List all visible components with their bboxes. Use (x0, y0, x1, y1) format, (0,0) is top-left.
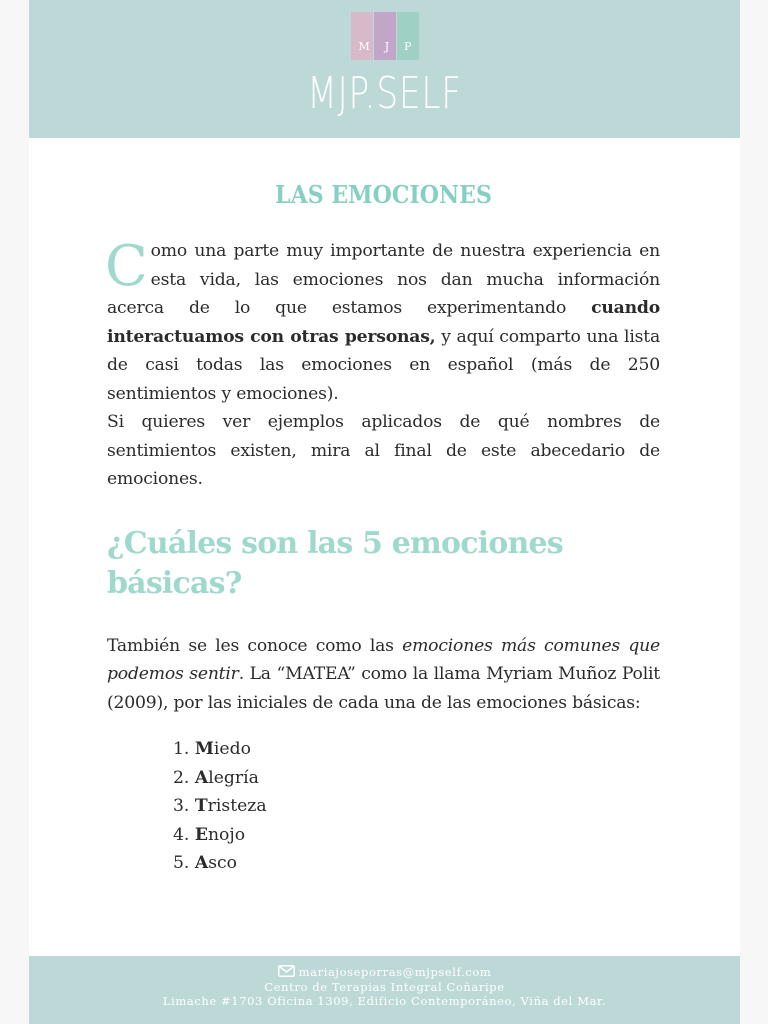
logo-letter: J (384, 40, 390, 53)
list-item (173, 735, 660, 764)
drop-cap: C (105, 234, 148, 299)
list-initial: E (194, 824, 208, 845)
page-title: LAS EMOCIONES (275, 180, 492, 209)
footer-center: Centro de Terapias Integral Coñaripe (264, 979, 505, 994)
header-banner (29, 0, 740, 138)
list-rest: iedo (213, 739, 251, 759)
list-rest: nojo (207, 824, 246, 845)
intro-paragraph (105, 234, 660, 408)
section-paragraph (107, 632, 660, 718)
intro-bold: cuando interactuamos con otras personas, (107, 298, 660, 347)
document-page (29, 0, 740, 1024)
list-initial: M (194, 739, 214, 759)
main-content (107, 180, 660, 878)
list-number: 5. (173, 853, 190, 873)
list-item (173, 764, 660, 793)
list-initial: A (194, 853, 209, 873)
brand-name: MJP.SELF (307, 68, 462, 119)
intro-text-1: omo una parte muy importante de nuestra experiencia en esta vida, las emociones nos dan mucha información acerca de lo que estamos experimentando (107, 241, 660, 318)
intro-text (105, 234, 660, 404)
list-rest: sco (208, 853, 238, 873)
section-italic: emociones más comunes que podemos sentir (107, 635, 660, 684)
logo-letter: P (404, 40, 412, 53)
list-rest: legría (208, 767, 259, 788)
intro-text-2: y aquí comparto una lista de casi todas las emociones en español (más de 250 sentimientos y emociones). (107, 326, 660, 404)
list-item (173, 821, 660, 850)
footer-email-link[interactable]: mariajoseporras@mjpself.com (298, 965, 492, 979)
list-number: 1. (173, 739, 190, 759)
logo-letter: M (358, 40, 370, 53)
logo-mark (351, 12, 419, 60)
intro-paragraph-2: Si quieres ver ejemplos aplicados de qué nombres de sentimientos existen, mira al final de este abecedario de emociones. (107, 412, 660, 489)
list-item (173, 849, 660, 878)
section-text-1: También se les conoce como las (107, 635, 403, 656)
list-number: 2. (173, 767, 190, 788)
footer-email-line (29, 956, 740, 980)
list-initial: A (194, 767, 209, 788)
list-initial: T (194, 796, 208, 816)
list-item (173, 792, 660, 821)
section-text-2: . La “MATEA” como la llama Myriam Muñoz Polit (2009), por las iniciales de cada una de las emociones básicas: (107, 664, 660, 713)
list-number: 4. (173, 824, 190, 845)
list-number: 3. (173, 796, 190, 816)
list-rest: risteza (207, 796, 267, 816)
logo-letters (351, 40, 419, 53)
footer-banner (29, 956, 740, 1024)
footer-address: Limache #1703 Oficina 1309, Edificio Contemporáneo, Viña del Mar. (162, 994, 607, 1008)
section-heading: ¿Cuáles son las 5 emociones básicas? (107, 525, 563, 601)
mail-icon (278, 965, 295, 977)
emotions-list (107, 735, 660, 878)
